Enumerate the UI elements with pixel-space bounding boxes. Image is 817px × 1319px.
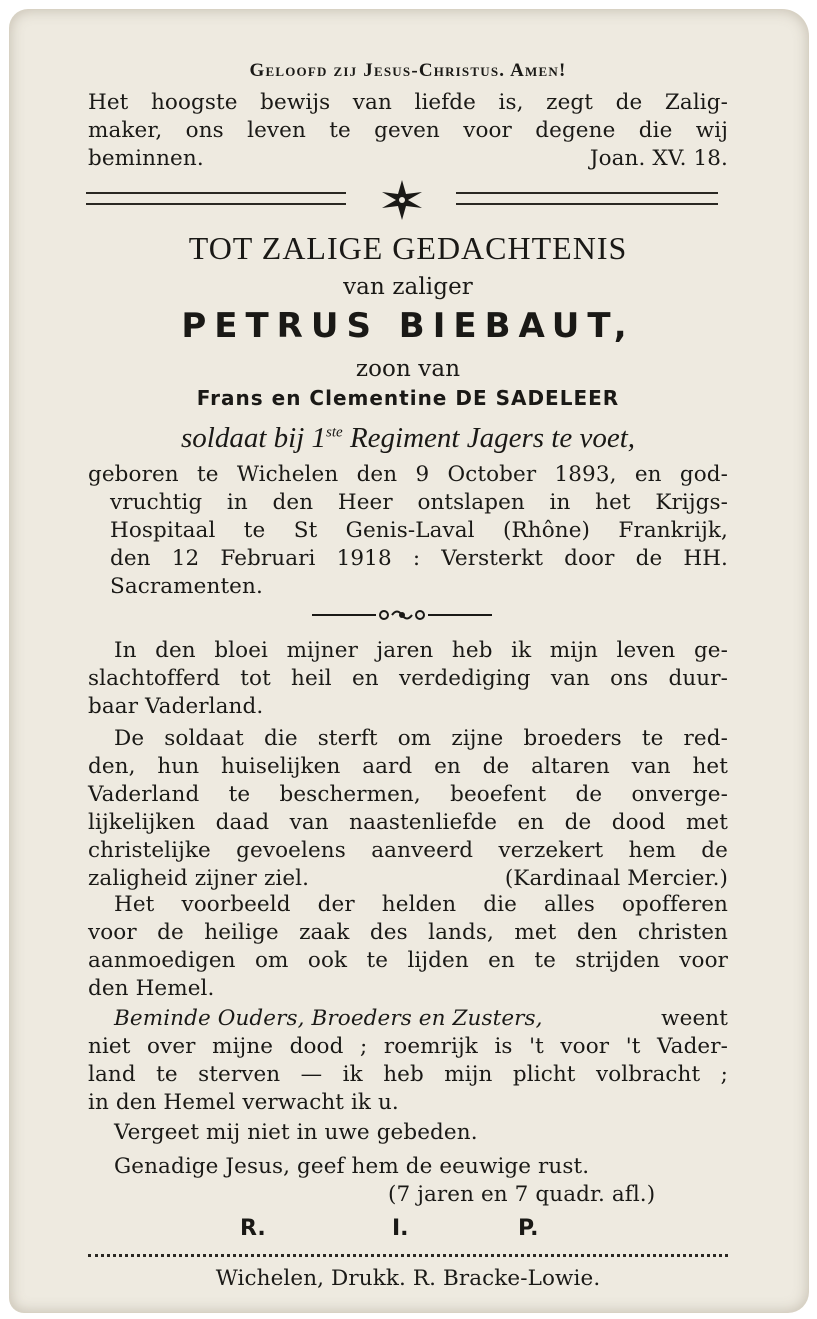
double-rule-right (456, 192, 718, 205)
verse-line-1: Het hoogste bewijs van liefde is, zegt de Zalig- (88, 90, 728, 115)
p1-line-3: baar Vaderland. (88, 694, 264, 719)
son-of: zoon van (355, 356, 461, 382)
verse-line-2: maker, ons leven te geven voor degene die wij (88, 118, 728, 143)
dedication-title: TOT ZALIGE GEDACHTENIS (188, 230, 628, 266)
p4-line-1 (114, 1006, 728, 1031)
bio-line-1: geboren te Wichelen den 9 October 1893, en god- (88, 462, 728, 487)
p2-line-5: christelijke gevoelens aanveerd verzekert hem de (88, 838, 728, 863)
memorial-card (10, 10, 808, 1312)
p4-line-4: in den Hemel verwacht ik u. (88, 1090, 399, 1115)
prayer: Genadige Jesus, geef hem de eeuwige rust. (114, 1154, 590, 1179)
rip-p: P. (518, 1216, 539, 1241)
p2-line-4: lijkelijken daad van naastenliefde en de dood met (88, 810, 728, 835)
p4-line-2: niet over mijne dood ; roemrijk is 't voor 't Vader- (88, 1034, 728, 1059)
p2-line-2: den, hun huiselijken aard en de altaren van het (88, 754, 728, 779)
bio-line-3: Hospitaal te St Genis-Laval (Rhône) Frankrijk, (110, 518, 728, 543)
p5-line: Vergeet mij niet in uwe gebeden. (114, 1120, 478, 1145)
military-rank (88, 422, 728, 455)
rank-part-a: soldaat bij 1 (181, 422, 327, 454)
parents-surname: DE SADELEER (455, 386, 620, 410)
p3-line-2: voor de heilige zaak des lands, met den christen (88, 920, 728, 945)
p2-line-6 (88, 866, 728, 891)
bio-line-2: vruchtig in den Heer ontslapen in het Krijgs- (110, 490, 728, 515)
p1-line-2: slachtofferd tot heil en verdediging van ons duur- (88, 666, 728, 691)
rank-part-b: Regiment Jagers te voet, (342, 422, 635, 454)
cross-pattee-icon (380, 178, 424, 222)
bio-line-5: Sacramenten. (110, 574, 263, 599)
scroll-ornament-icon (312, 606, 492, 624)
quote-author: (Kardinaal Mercier.) (504, 866, 728, 891)
p3-line-4: den Hemel. (88, 976, 215, 1001)
verse-last: beminnen. (88, 146, 204, 171)
parents-first-names: Frans en Clementine (196, 386, 448, 410)
acclamation: Geloofd zij Jesus-Christus. Amen! (249, 60, 567, 81)
p3-line-1: Het voorbeeld der helden die alles opofferen (114, 892, 728, 917)
p4-line-3: land te sterven — ik heb mijn plicht volbracht ; (88, 1062, 728, 1087)
p2-line-1: De soldaat die sterft om zijne broeders te red- (114, 726, 728, 751)
p4-address: Beminde Ouders, Broeders en Zusters, (114, 1006, 543, 1031)
p4-first-rest: weent (661, 1006, 728, 1031)
dedication-of: van zaliger (343, 274, 473, 300)
parents-line (88, 386, 728, 410)
p3-line-3: aanmoedigen om ook te lijden en te strijden voor (88, 948, 728, 973)
printer-imprint: Wichelen, Drukk. R. Bracke-Lowie. (215, 1266, 601, 1291)
dotted-rule (88, 1254, 728, 1257)
rank-superscript: ste (326, 424, 343, 441)
p1-line-1: In den bloei mijner jaren heb ik mijn leven ge- (114, 638, 728, 663)
verse-reference: Joan. XV. 18. (589, 146, 728, 171)
deceased-name: PETRUS BIEBAUT, (181, 306, 635, 346)
rip-i: I. (392, 1216, 409, 1241)
indulgence: (7 jaren en 7 quadr. afl.) (388, 1182, 656, 1207)
p2-line-3: Vaderland te beschermen, beoefent de onverge- (88, 782, 728, 807)
double-rule-left (86, 192, 346, 205)
verse-line-3 (88, 146, 728, 171)
rip-r: R. (240, 1216, 266, 1241)
p2-last: zaligheid zijner ziel. (88, 866, 310, 891)
bio-line-4: den 12 Februari 1918 : Versterkt door de HH. (110, 546, 728, 571)
